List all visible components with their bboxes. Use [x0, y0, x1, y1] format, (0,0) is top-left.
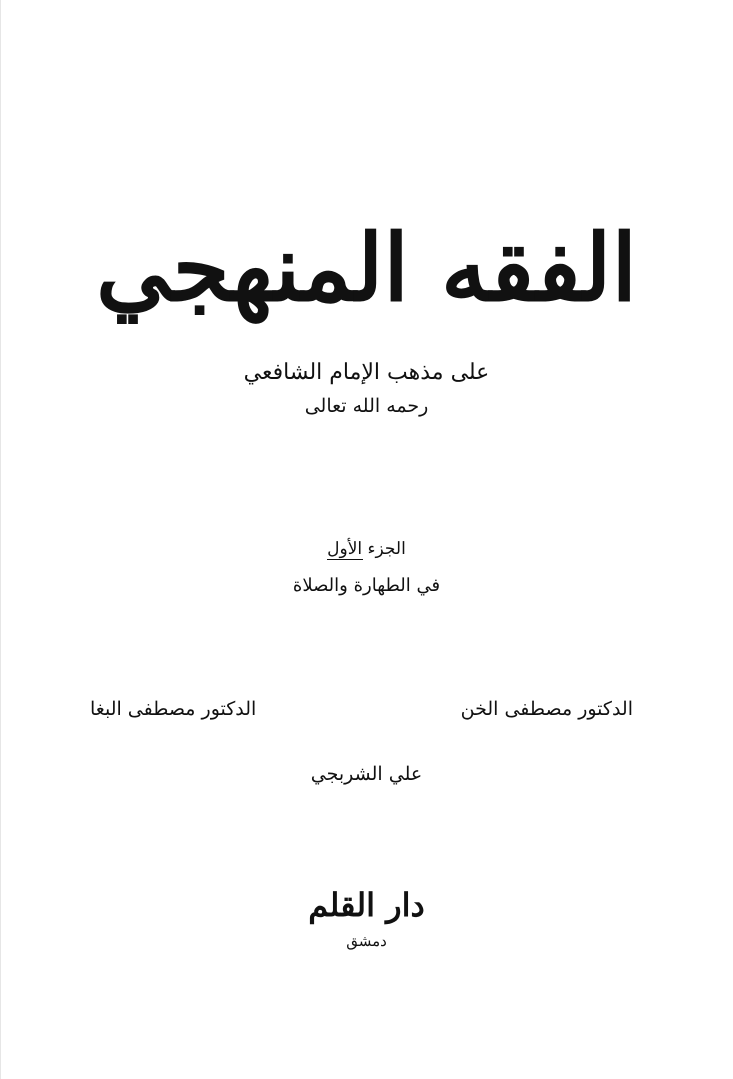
book-title: الفقه المنهجي: [95, 214, 638, 322]
publisher-city: دمشق: [346, 932, 387, 950]
book-subtitle: على مذهب الإمام الشافعي: [243, 360, 490, 385]
publisher-name: دار القلم: [308, 886, 425, 924]
author-right: الدكتور مصطفى الخن: [460, 698, 633, 720]
author-left: الدكتور مصطفى البغا: [90, 698, 257, 720]
volume-label: الجزء الأول: [327, 539, 406, 559]
volume-underline: [327, 559, 363, 560]
book-subtitle-dua: رحمه الله تعالى: [304, 395, 429, 417]
volume-topic: في الطهارة والصلاة: [292, 575, 441, 596]
author-center: علي الشربجي: [310, 763, 423, 785]
